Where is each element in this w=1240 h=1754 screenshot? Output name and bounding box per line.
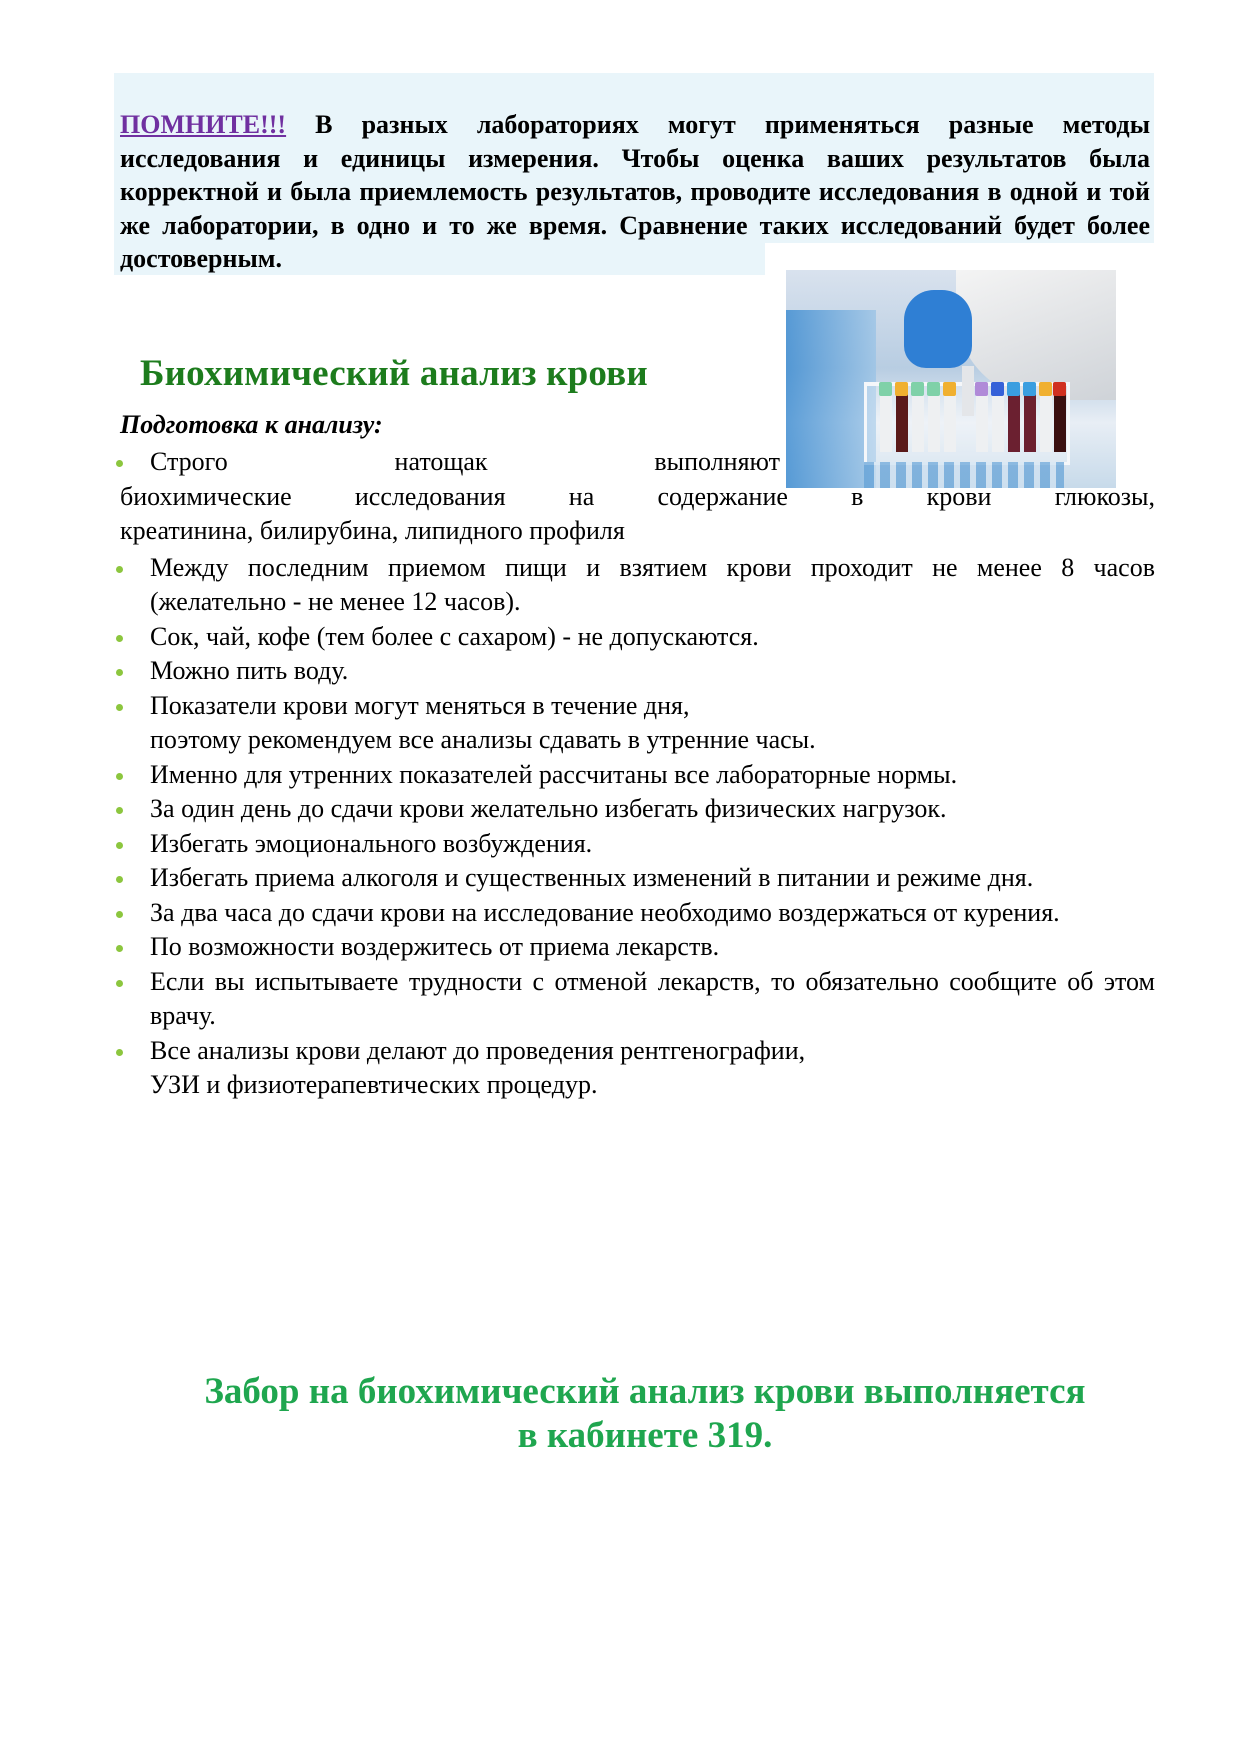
bullet-icon (116, 945, 123, 952)
list-item-text: Избегать приема алкоголя и существенных изменений в питании и режиме дня. (150, 863, 1034, 892)
list-item-word: натощак (394, 447, 488, 476)
bullet-icon (116, 876, 123, 883)
list-item-text: За один день до сдачи крови желательно избегать физических нагрузок. (150, 794, 947, 823)
photo-lab-coat (956, 270, 1116, 400)
list-item (120, 1034, 1155, 1103)
list-item-text: УЗИ и физиотерапевтических процедур. (150, 1070, 598, 1099)
list-item (120, 930, 1155, 965)
list-item-text: Показатели крови могут меняться в течение дня, (150, 690, 690, 720)
bullet-icon (116, 980, 123, 987)
list-item-text: Избегать эмоционального возбуждения. (150, 828, 593, 858)
list-item (120, 445, 1155, 549)
photo-glove (904, 290, 972, 368)
list-item-text: За два часа до сдачи крови на исследование необходимо воздержаться от курения. (150, 897, 1060, 927)
preparation-list (120, 445, 1155, 1103)
list-item-text: Сок, чай, кофе (тем более с сахаром) - не допускаются. (150, 621, 759, 651)
bullet-icon (116, 635, 123, 642)
remember-label: ПОМНИТЕ!!! (120, 110, 287, 139)
bullet-icon (116, 842, 123, 849)
notice-text: В разных лабораториях могут применяться разные методы исследования и единицы измерения. Чтобы оценка ваших результатов была корректной и была приемлемость результатов, проводите исследования в одной и той же лаборатории, в одно и то же время. Сравнение таких исследований будет более достоверным. (120, 110, 1150, 273)
list-item (120, 861, 1155, 896)
list-item-word: Строго (150, 447, 228, 476)
bullet-icon (116, 1049, 123, 1056)
bullet-icon (116, 669, 123, 676)
list-item (120, 965, 1155, 1034)
bullet-icon (116, 807, 123, 814)
list-item-text: креатинина, билирубина, липидного профиля (120, 516, 625, 545)
list-item (120, 896, 1155, 931)
bullet-icon (116, 911, 123, 918)
list-item-text: По возможности воздержитесь от приема лекарств. (150, 932, 720, 961)
cabinet-notice (130, 1370, 1160, 1458)
bullet-icon (116, 704, 123, 711)
bullet-icon (116, 773, 123, 780)
cabinet-notice-line: Забор на биохимический анализ крови выполняется (204, 1371, 1086, 1412)
list-item-text: Именно для утренних показателей рассчитаны все лабораторные нормы. (150, 759, 958, 789)
list-item-text: Можно пить воду. (150, 656, 349, 685)
cabinet-notice-line: в кабинете 319. (517, 1415, 773, 1456)
list-item-text: Все анализы крови делают до проведения рентгенографии, (150, 1035, 806, 1065)
list-item (120, 551, 1155, 620)
list-item-text: Между последним приемом пищи и взятием крови проходит не менее 8 часов (желательно - не менее 12 часов). (150, 552, 1155, 616)
list-item (120, 689, 1155, 758)
list-item (120, 620, 1155, 655)
list-item-text: Если вы испытываете трудности с отменой лекарств, то обязательно сообщите об этом врачу. (150, 966, 1155, 1030)
bullet-icon (116, 566, 123, 573)
notice-block (120, 108, 1150, 276)
list-item (120, 827, 1155, 862)
section-subtitle: Подготовка к анализу: (120, 410, 383, 439)
list-item (120, 654, 1155, 689)
bullet-icon (116, 460, 123, 467)
list-item-word: выполняют (654, 447, 780, 476)
page-title: Биохимический анализ крови (140, 353, 648, 394)
list-item-text: биохимические исследования на содержание в крови глюкозы, (120, 481, 1155, 511)
list-item-text: поэтому рекомендуем все анализы сдавать в утренние часы. (150, 725, 816, 754)
list-item (120, 758, 1155, 793)
list-item (120, 792, 1155, 827)
